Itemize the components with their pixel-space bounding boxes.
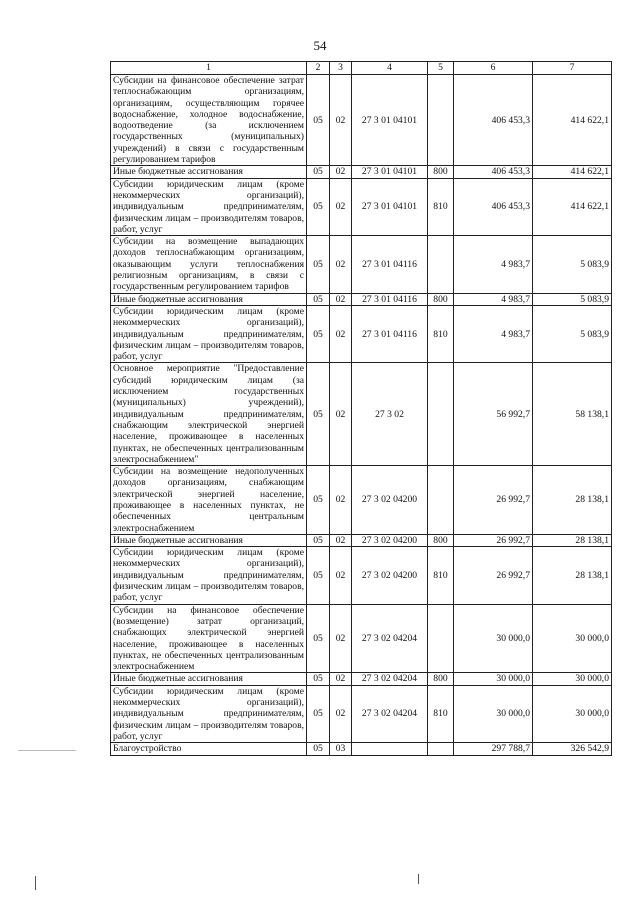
- amount-year2-cell: 28 138,1: [533, 547, 612, 604]
- table-header-row: [111, 62, 612, 75]
- table-row: [111, 236, 612, 293]
- amount-year1-cell: 26 992,7: [454, 466, 533, 535]
- amount-year1-cell: 4 983,7: [454, 305, 533, 362]
- row-name-cell: Субсидии на возмещение выпадающих доходов теплоснабжающим организациям, оказывающим услуги теплоснабжения религиозным организациям, в связи с государственным регулированием тарифов: [111, 236, 307, 293]
- amount-year1-cell: 406 453,3: [454, 178, 533, 235]
- section-code-cell: 05: [307, 466, 330, 535]
- section-code-cell: 05: [307, 293, 330, 305]
- amount-year1-cell: 406 453,3: [454, 75, 533, 166]
- section-code-cell: 05: [307, 604, 330, 673]
- section-code-cell: 05: [307, 673, 330, 685]
- expense-type-cell: 810: [428, 178, 454, 235]
- expense-type-cell: 810: [428, 685, 454, 742]
- column-header: 1: [111, 62, 307, 75]
- amount-year1-cell: 26 992,7: [454, 547, 533, 604]
- target-article-cell: 27 3 02 04204: [352, 604, 428, 673]
- row-name-cell: Субсидии на финансовое обеспечение затрат теплоснабжающим организациям, организациям, осуществляющим горячее водоснабжение, холодное водоснабжение, водоотведение (за исключением государственных (муниципальных) учреждений) в связи с государственным регулированием тарифов: [111, 75, 307, 166]
- scan-mark: [35, 876, 36, 890]
- amount-year1-cell: 56 992,7: [454, 363, 533, 466]
- subsection-code-cell: 02: [330, 466, 352, 535]
- section-code-cell: 05: [307, 75, 330, 166]
- column-header: 3: [330, 62, 352, 75]
- subsection-code-cell: 02: [330, 293, 352, 305]
- page-number: 54: [313, 38, 327, 53]
- amount-year2-cell: 5 083,9: [533, 293, 612, 305]
- expense-type-cell: 810: [428, 547, 454, 604]
- expense-type-cell: 800: [428, 534, 454, 546]
- subsection-code-cell: 02: [330, 534, 352, 546]
- section-code-cell: 05: [307, 305, 330, 362]
- table-row: [111, 685, 612, 742]
- table-row: [111, 178, 612, 235]
- amount-year2-cell: 28 138,1: [533, 466, 612, 535]
- row-name-cell: Субсидии юридическим лицам (кроме некоммерческих организаций), индивидуальным предпринимателям, физическим лицам – производителям товаров, работ, услуг: [111, 685, 307, 742]
- subsection-code-cell: 03: [330, 743, 352, 755]
- amount-year2-cell: 30 000,0: [533, 604, 612, 673]
- amount-year2-cell: 28 138,1: [533, 534, 612, 546]
- amount-year1-cell: 26 992,7: [454, 534, 533, 546]
- column-header: 5: [428, 62, 454, 75]
- target-article-cell: 27 3 01 04116: [352, 236, 428, 293]
- table-row: [111, 166, 612, 178]
- expense-type-cell: [428, 363, 454, 466]
- column-header: 2: [307, 62, 330, 75]
- expense-type-cell: 800: [428, 673, 454, 685]
- table-row: [111, 293, 612, 305]
- target-article-cell: 27 3 02 04200: [352, 534, 428, 546]
- amount-year2-cell: 414 622,1: [533, 166, 612, 178]
- target-article-cell: 27 3 02 04200: [352, 466, 428, 535]
- subsection-code-cell: 02: [330, 236, 352, 293]
- expense-type-cell: [428, 75, 454, 166]
- row-name-cell: Иные бюджетные ассигнования: [111, 534, 307, 546]
- amount-year1-cell: 406 453,3: [454, 166, 533, 178]
- target-article-cell: 27 3 02 04204: [352, 685, 428, 742]
- target-article-cell: [352, 743, 428, 755]
- table-row: [111, 363, 612, 466]
- subsection-code-cell: 02: [330, 166, 352, 178]
- amount-year2-cell: 414 622,1: [533, 75, 612, 166]
- subsection-code-cell: 02: [330, 363, 352, 466]
- row-name-cell: Иные бюджетные ассигнования: [111, 673, 307, 685]
- target-article-cell: 27 3 02 04204: [352, 673, 428, 685]
- table-row: [111, 604, 612, 673]
- target-article-cell: 27 3 02: [352, 363, 428, 466]
- budget-table: [110, 61, 612, 756]
- amount-year1-cell: 30 000,0: [454, 685, 533, 742]
- expense-type-cell: 810: [428, 305, 454, 362]
- column-header: 4: [352, 62, 428, 75]
- target-article-cell: 27 3 01 04101: [352, 75, 428, 166]
- subsection-code-cell: 02: [330, 685, 352, 742]
- subsection-code-cell: 02: [330, 178, 352, 235]
- row-name-cell: Благоустройство: [111, 743, 307, 755]
- amount-year2-cell: 30 000,0: [533, 685, 612, 742]
- scan-mark: [18, 750, 76, 751]
- amount-year1-cell: 30 000,0: [454, 673, 533, 685]
- amount-year2-cell: 30 000,0: [533, 673, 612, 685]
- amount-year2-cell: 326 542,9: [533, 743, 612, 755]
- expense-type-cell: [428, 236, 454, 293]
- expense-type-cell: [428, 743, 454, 755]
- target-article-cell: 27 3 01 04116: [352, 305, 428, 362]
- subsection-code-cell: 02: [330, 604, 352, 673]
- table-row: [111, 673, 612, 685]
- amount-year1-cell: 30 000,0: [454, 604, 533, 673]
- row-name-cell: Субсидии юридическим лицам (кроме некоммерческих организаций), индивидуальным предпринимателям, физическим лицам – производителям товаров, работ, услуг: [111, 305, 307, 362]
- row-name-cell: Субсидии на финансовое обеспечение (возмещение) затрат организаций, снабжающих электрической энергией население, проживающее в населенных пунктах, не обеспеченных централизованным электроснабжением: [111, 604, 307, 673]
- column-header: 7: [533, 62, 612, 75]
- row-name-cell: Иные бюджетные ассигнования: [111, 293, 307, 305]
- expense-type-cell: [428, 466, 454, 535]
- amount-year1-cell: 297 788,7: [454, 743, 533, 755]
- table-row: [111, 466, 612, 535]
- target-article-cell: 27 3 01 04101: [352, 178, 428, 235]
- section-code-cell: 05: [307, 685, 330, 742]
- section-code-cell: 05: [307, 178, 330, 235]
- row-name-cell: Субсидии юридическим лицам (кроме некоммерческих организаций), индивидуальным предпринимателям, физическим лицам – производителям товаров, работ, услуг: [111, 547, 307, 604]
- scan-mark: [418, 874, 419, 884]
- amount-year2-cell: 5 083,9: [533, 236, 612, 293]
- section-code-cell: 05: [307, 534, 330, 546]
- target-article-cell: 27 3 01 04101: [352, 166, 428, 178]
- subsection-code-cell: 02: [330, 75, 352, 166]
- section-code-cell: 05: [307, 743, 330, 755]
- expense-type-cell: 800: [428, 166, 454, 178]
- target-article-cell: 27 3 02 04200: [352, 547, 428, 604]
- section-code-cell: 05: [307, 236, 330, 293]
- row-name-cell: Субсидии юридическим лицам (кроме некоммерческих организаций), индивидуальным предпринимателям, физическим лицам – производителям товаров, работ, услуг: [111, 178, 307, 235]
- section-code-cell: 05: [307, 547, 330, 604]
- section-code-cell: 05: [307, 363, 330, 466]
- amount-year2-cell: 5 083,9: [533, 305, 612, 362]
- amount-year2-cell: 414 622,1: [533, 178, 612, 235]
- target-article-cell: 27 3 01 04116: [352, 293, 428, 305]
- subsection-code-cell: 02: [330, 547, 352, 604]
- table-row: [111, 75, 612, 166]
- table-row: [111, 743, 612, 755]
- amount-year1-cell: 4 983,7: [454, 293, 533, 305]
- table-row: [111, 547, 612, 604]
- table-row: [111, 305, 612, 362]
- amount-year1-cell: 4 983,7: [454, 236, 533, 293]
- row-name-cell: Иные бюджетные ассигнования: [111, 166, 307, 178]
- section-code-cell: 05: [307, 166, 330, 178]
- subsection-code-cell: 02: [330, 305, 352, 362]
- column-header: 6: [454, 62, 533, 75]
- amount-year2-cell: 58 138,1: [533, 363, 612, 466]
- row-name-cell: Основное мероприятие "Предоставление субсидий юридическим лицам (за исключением государственных (муниципальных) учреждений), индивидуальным предпринимателям, снабжающим электрической энергией население, проживающее в населенных пунктах, не обеспеченных централизованным электроснабжением": [111, 363, 307, 466]
- table-row: [111, 534, 612, 546]
- expense-type-cell: [428, 604, 454, 673]
- expense-type-cell: 800: [428, 293, 454, 305]
- row-name-cell: Субсидии на возмещение недополученных доходов организациям, снабжающим электрической энергией население, проживающее в населенных пунктах, не обеспеченных центральным электроснабжением: [111, 466, 307, 535]
- subsection-code-cell: 02: [330, 673, 352, 685]
